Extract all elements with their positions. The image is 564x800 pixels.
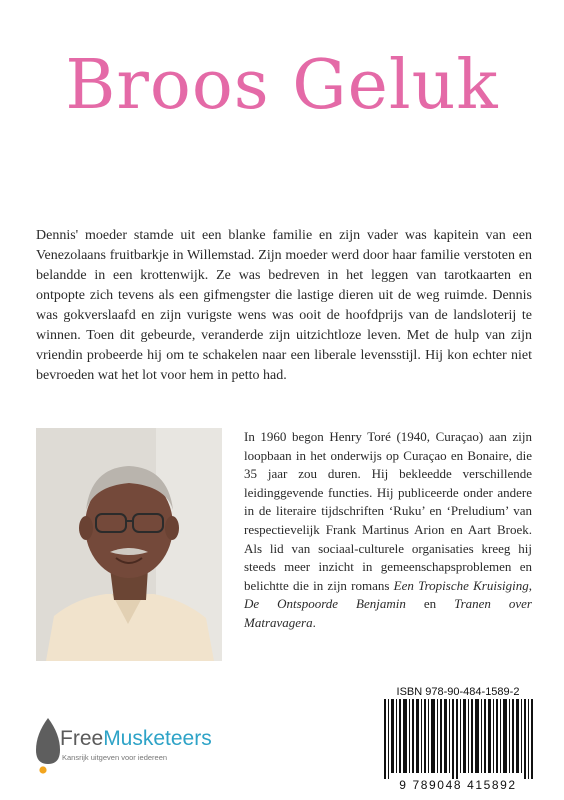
publisher-tagline: Kansrijk uitgeven voor iedereen: [62, 753, 168, 762]
barcode-digits: 9 789048 415892: [399, 778, 517, 792]
author-bio: [244, 428, 532, 633]
publisher-name-part2: Musketeers: [103, 727, 212, 750]
bio-end: .: [312, 614, 316, 630]
novel-title: Tranen over Matravagera: [244, 596, 532, 630]
novel-title: Een Tropische Kruisiging: [393, 577, 529, 593]
bio-separator: ,: [528, 577, 532, 593]
novel-title: De Ontspoorde Benjamin: [244, 596, 406, 612]
back-cover-blurb: Dennis' moeder stamde uit een blanke familie en zijn vader was kapitein van een Venezolaans fruitbarkje in Willemstad. Zijn moeder werd door haar familie verstoten en belandde in een krottenwijk. Ze was bedreven in het leggen van tarotkaarten en ontpopte zich tevens als een gifmengster die lastige dieren uit de weg ruimde. Dennis was gokverslaafd en zijn vurigste wens was ooit de hoofdprijs van de landsloterij te winnen. Toen dit gebeurde, veranderde zijn uitzichtloze leven. Met de hulp van zijn vriendin probeerde hij om te schakelen naar een liberale levensstijl. Hij kon echter niet bevroeden wat het lot voor hem in petto had.: [36, 228, 532, 383]
barcode: [378, 699, 538, 779]
author-photo: [36, 428, 222, 661]
bio-separator: en: [405, 596, 455, 612]
isbn-label: ISBN 978-90-484-1589-2: [396, 686, 520, 698]
author-bio-text: In 1960 begon Henry Toré (1940, Curaçao) aan zijn loopbaan in het onderwijs op Curaçao en Bonaire, die 35 jaar zou duren. Hij bekleedde verschillende leidinggevende functies. Hij publiceerde onder andere in de literaire tijdschriften ‘Ruku’ en ‘Preludium’ van respectievelijk Frank Martinus Arion en Aart Broek. Als lid van sociaal-culturele organisaties kreeg hij steeds meer inzicht in gemeenschapsproblemen en belichtte die in zijn romans: [244, 429, 532, 593]
publisher-name-part1: Free: [60, 727, 104, 750]
publisher-logo: [34, 714, 234, 774]
publisher-name: [60, 728, 212, 749]
book-title: Broos Geluk: [65, 46, 499, 125]
